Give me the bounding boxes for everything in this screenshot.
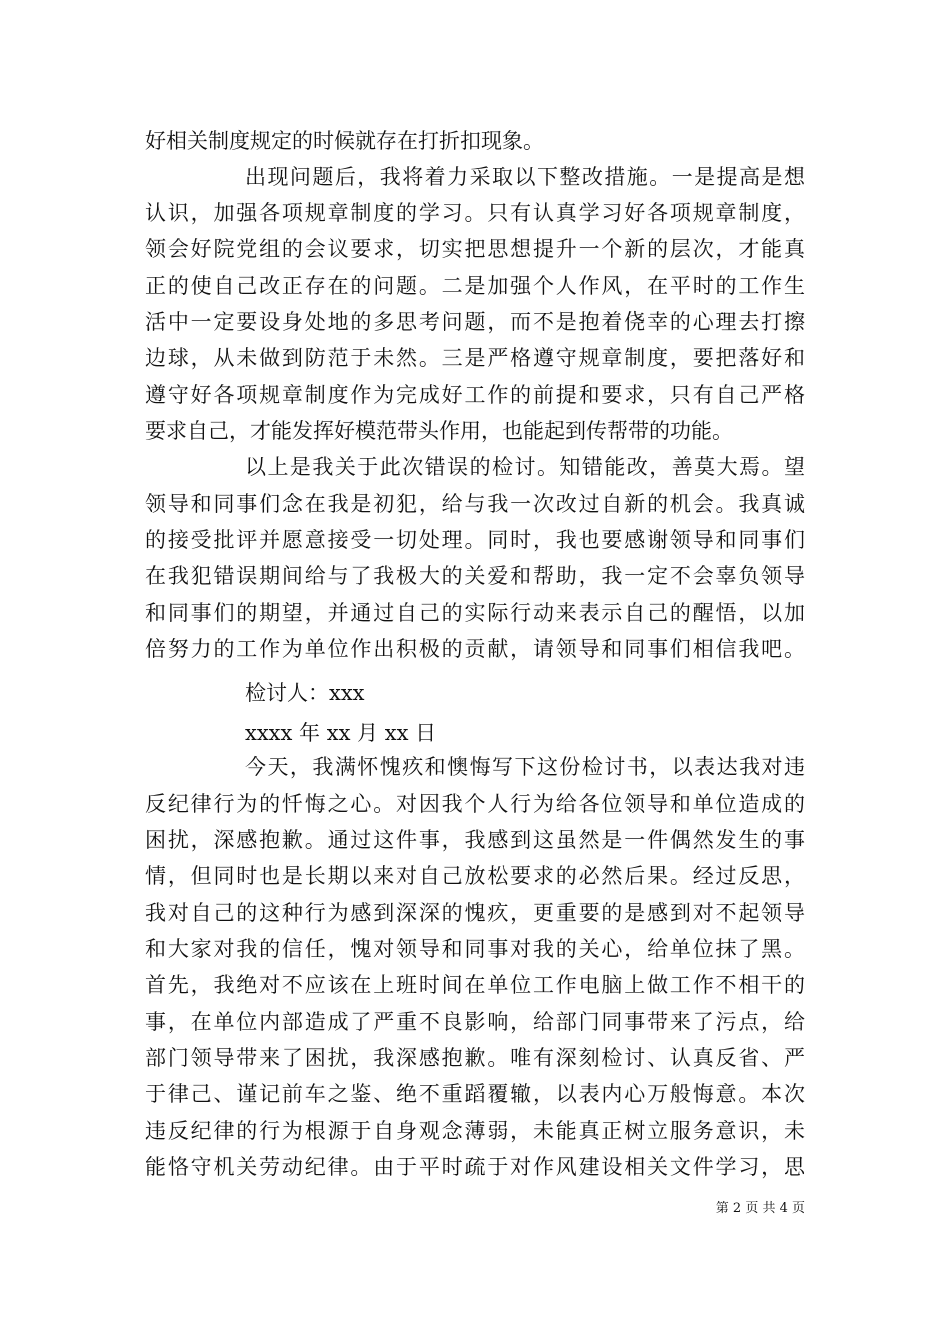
signature-line: 检讨人：xxx <box>245 681 365 705</box>
text-line: 困扰，深感抱歉。通过这件事，我感到这虽然是一件偶然发生的事 <box>145 828 805 852</box>
text-line: 部门领导带来了困扰，我深感抱歉。唯有深刻检讨、认真反省、严 <box>145 1046 805 1070</box>
date-line: xxxx 年 xx 月 xx 日 <box>245 721 437 745</box>
text-line: 我对自己的这种行为感到深深的愧疚，更重要的是感到对不起领导 <box>145 901 805 925</box>
text-line: 反纪律行为的忏悔之心。对因我个人行为给各位领导和单位造成的 <box>145 792 805 816</box>
text-line: 和大家对我的信任，愧对领导和同事对我的关心，给单位抹了黑。 <box>145 937 805 961</box>
text-line: 出现问题后，我将着力采取以下整改措施。一是提高是想 <box>245 165 805 189</box>
text-line: 首先，我绝对不应该在上班时间在单位工作电脑上做工作不相干的 <box>145 973 805 997</box>
text-line: 在我犯错误期间给与了我极大的关爱和帮助，我一定不会辜负领导 <box>145 564 805 588</box>
text-line: 于律己、谨记前车之鉴、绝不重蹈覆辙，以表内心万般悔意。本次 <box>145 1082 805 1106</box>
text-line: 边球，从未做到防范于未然。三是严格遵守规章制度，要把落好和 <box>145 346 805 370</box>
page-number: 第 2 页 共 4 页 <box>715 1201 805 1216</box>
text-line: 和同事们的期望，并通过自己的实际行动来表示自己的醒悟，以加 <box>145 601 805 625</box>
text-line: 今天，我满怀愧疚和懊悔写下这份检讨书，以表达我对违 <box>245 755 805 779</box>
text-line: 情，但同时也是长期以来对自己放松要求的必然后果。经过反思， <box>145 864 805 888</box>
text-line: 活中一定要设身处地的多思考问题，而不是抱着侥幸的心理去打擦 <box>145 310 805 334</box>
text-line: 遵守好各项规章制度作为完成好工作的前提和要求，只有自己严格 <box>145 383 805 407</box>
text-line: 倍努力的工作为单位作出积极的贡献，请领导和同事们相信我吧。 <box>145 637 805 661</box>
text-line: 要求自己，才能发挥好模范带头作用，也能起到传帮带的功能。 <box>145 419 733 443</box>
text-line: 领导和同事们念在我是初犯，给与我一次改过自新的机会。我真诚 <box>145 492 805 516</box>
text-line: 事，在单位内部造成了严重不良影响，给部门同事带来了污点，给 <box>145 1010 805 1034</box>
text-line: 违反纪律的行为根源于自身观念薄弱，未能真正树立服务意识，未 <box>145 1119 805 1143</box>
text-line: 认识，加强各项规章制度的学习。只有认真学习好各项规章制度， <box>145 201 805 225</box>
text-line: 好相关制度规定的时候就存在打折扣现象。 <box>145 129 544 153</box>
text-line: 的接受批评并愿意接受一切处理。同时，我也要感谢领导和同事们 <box>145 528 805 552</box>
text-line: 能恪守机关劳动纪律。由于平时疏于对作风建设相关文件学习，思 <box>145 1155 805 1179</box>
text-line: 以上是我关于此次错误的检讨。知错能改，善莫大焉。望 <box>245 455 805 479</box>
text-line: 正的使自己改正存在的问题。二是加强个人作风，在平时的工作生 <box>145 274 805 298</box>
text-line: 领会好院党组的会议要求，切实把思想提升一个新的层次，才能真 <box>145 237 805 261</box>
